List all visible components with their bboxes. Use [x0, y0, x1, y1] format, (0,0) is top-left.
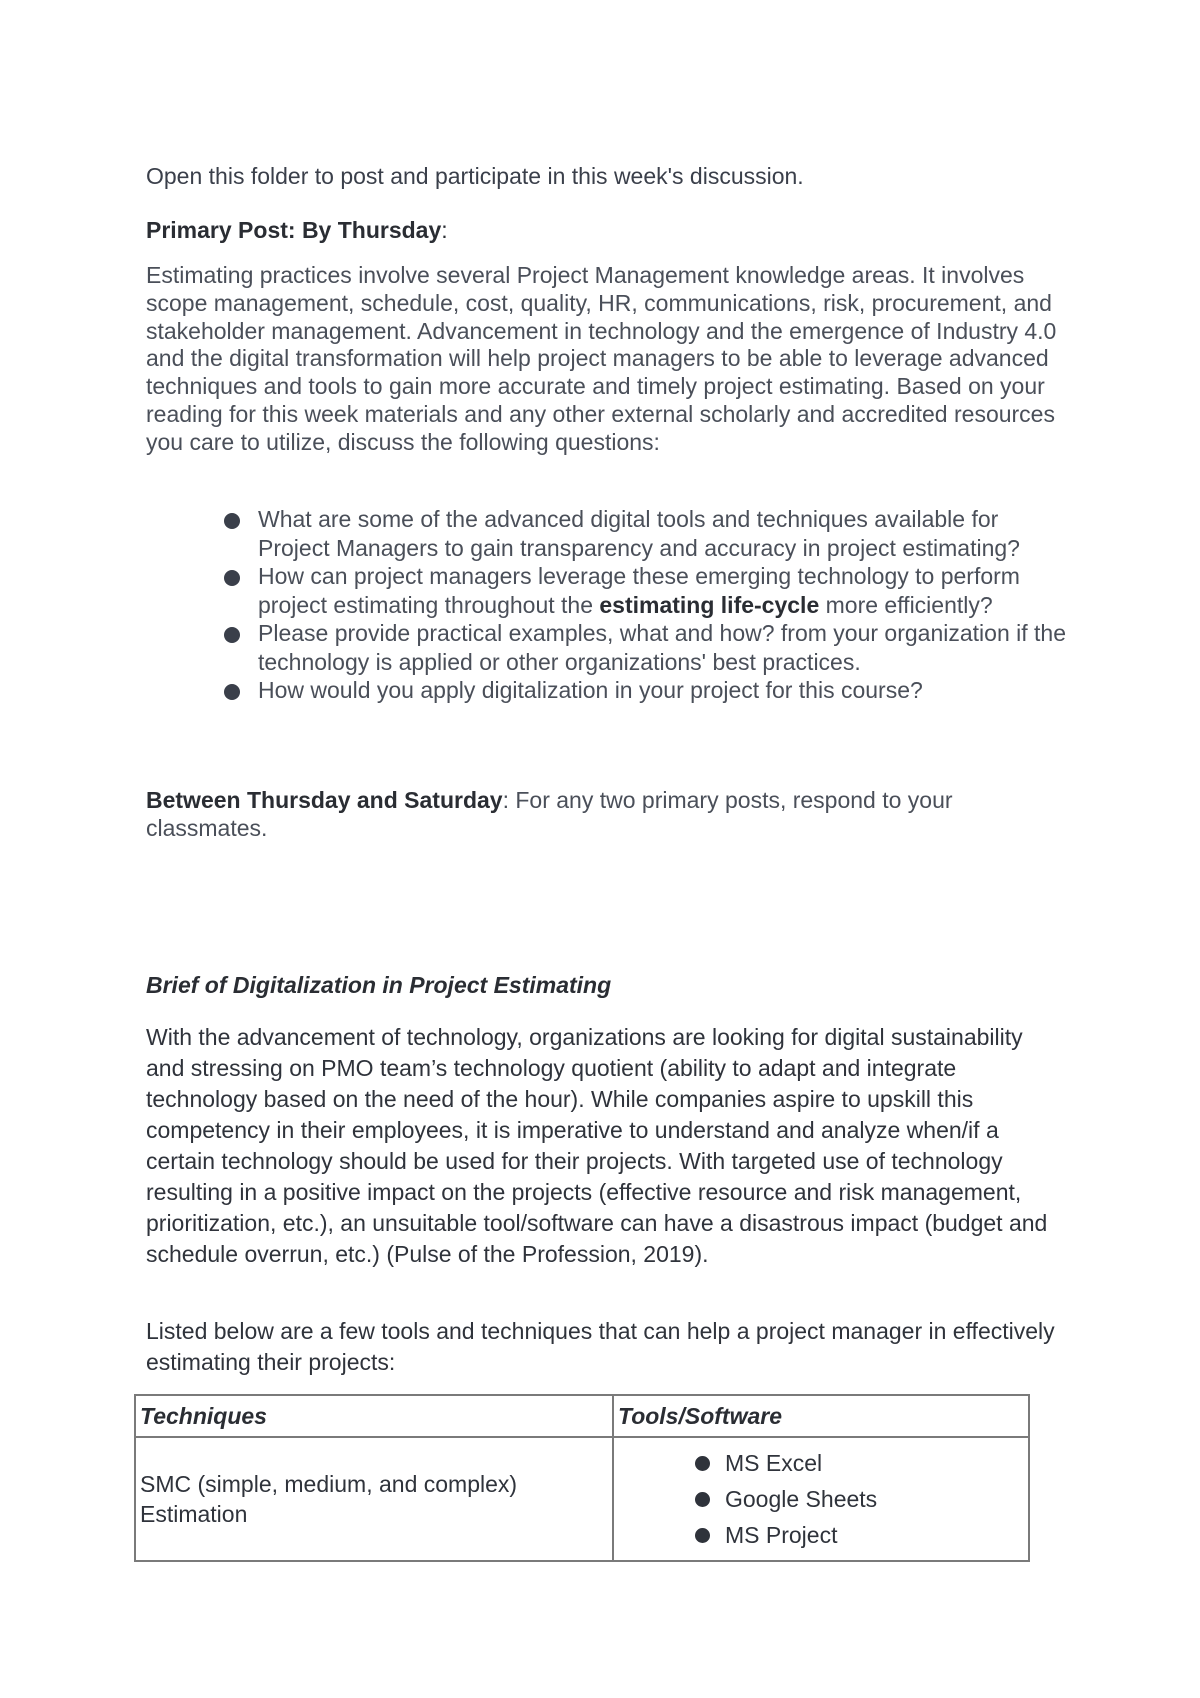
list-item [695, 1517, 1027, 1553]
question-2-end: more efficiently? [819, 591, 993, 618]
table-row [135, 1437, 1029, 1561]
bullet-icon [695, 1456, 710, 1471]
question-4: How would you apply digitalization in your project for this course? [258, 677, 923, 703]
question-1: What are some of the advanced digital tools and techniques available for Project Managers to gain transparency and accuracy in project estimating? [258, 506, 1020, 561]
list-item [224, 619, 1070, 676]
list-item [224, 562, 1070, 619]
primary-post-heading [146, 217, 1066, 244]
header-tools: Tools/Software [613, 1395, 1029, 1437]
header-techniques: Techniques [135, 1395, 613, 1437]
question-2-start: How can project managers leverage these emerging technology to perform project estimating throughout the [258, 563, 1020, 618]
primary-post-body: Estimating practices involve several Project Management knowledge areas. It involves scope management, schedule, cost, quality, HR, communications, risk, procurement, and stakeholder management. Advancement in technology and the emergence of Industry 4.0 and the digital transformation will help project managers to be able to leverage advanced techniques and tools to gain more accurate and timely project estimating. Based on your reading for this week materials and any other external scholarly and accredited resources you care to utilize, discuss the following questions: [146, 262, 1057, 455]
tools-cell [613, 1437, 1029, 1561]
response-heading-bold: Between Thursday and Saturday [146, 787, 503, 813]
question-list [224, 505, 1070, 705]
bullet-icon [695, 1492, 710, 1507]
question-2-bold: estimating life-cycle [599, 591, 820, 618]
bullet-icon [224, 570, 240, 586]
bullet-icon [224, 513, 240, 529]
tool-name: MS Project [725, 1522, 838, 1548]
tools-techniques-table [134, 1394, 1030, 1562]
list-item [224, 676, 1070, 705]
brief-title: Brief of Digitalization in Project Estimating [146, 972, 612, 998]
question-3: Please provide practical examples, what and how? from your organization if the technology is applied or other organizations' best practices. [258, 620, 1066, 675]
technique-cell: SMC (simple, medium, and complex) Estimation [135, 1437, 613, 1561]
response-instructions [146, 787, 1066, 843]
brief-body: With the advancement of technology, organizations are looking for digital sustainability and stressing on PMO team’s technology quotient (ability to adapt and integrate technology based on the need of the hour). While companies aspire to upskill this competency in their employees, it is imperative to understand and analyze when/if a certain technology should be used for their projects. With targeted use of technology resulting in a positive impact on the projects (effective resource and risk management, prioritization, etc.), an unsuitable tool/software can have a disastrous impact (budget and schedule overrun, etc.) (Pulse of the Profession, 2019). [146, 1024, 1048, 1267]
tools-list [615, 1439, 1027, 1559]
list-item [695, 1481, 1027, 1517]
bullet-icon [224, 627, 240, 643]
list-item [695, 1445, 1027, 1481]
response-text: : For any two primary posts, respond to your classmates. [146, 787, 953, 841]
intro-text: Open this folder to post and participate in this week's discussion. [146, 163, 804, 189]
listed-intro: Listed below are a few tools and techniques that can help a project manager in effectively estimating their projects: [146, 1318, 1055, 1375]
bullet-icon [224, 684, 240, 700]
primary-post-heading-bold: Primary Post: By Thursday [146, 217, 442, 243]
tool-name: Google Sheets [725, 1486, 878, 1512]
primary-post-heading-suffix: : [441, 217, 448, 243]
table-header-row [135, 1395, 1029, 1437]
bullet-icon [695, 1528, 710, 1543]
list-item [224, 505, 1070, 562]
tool-name: MS Excel [725, 1450, 823, 1476]
